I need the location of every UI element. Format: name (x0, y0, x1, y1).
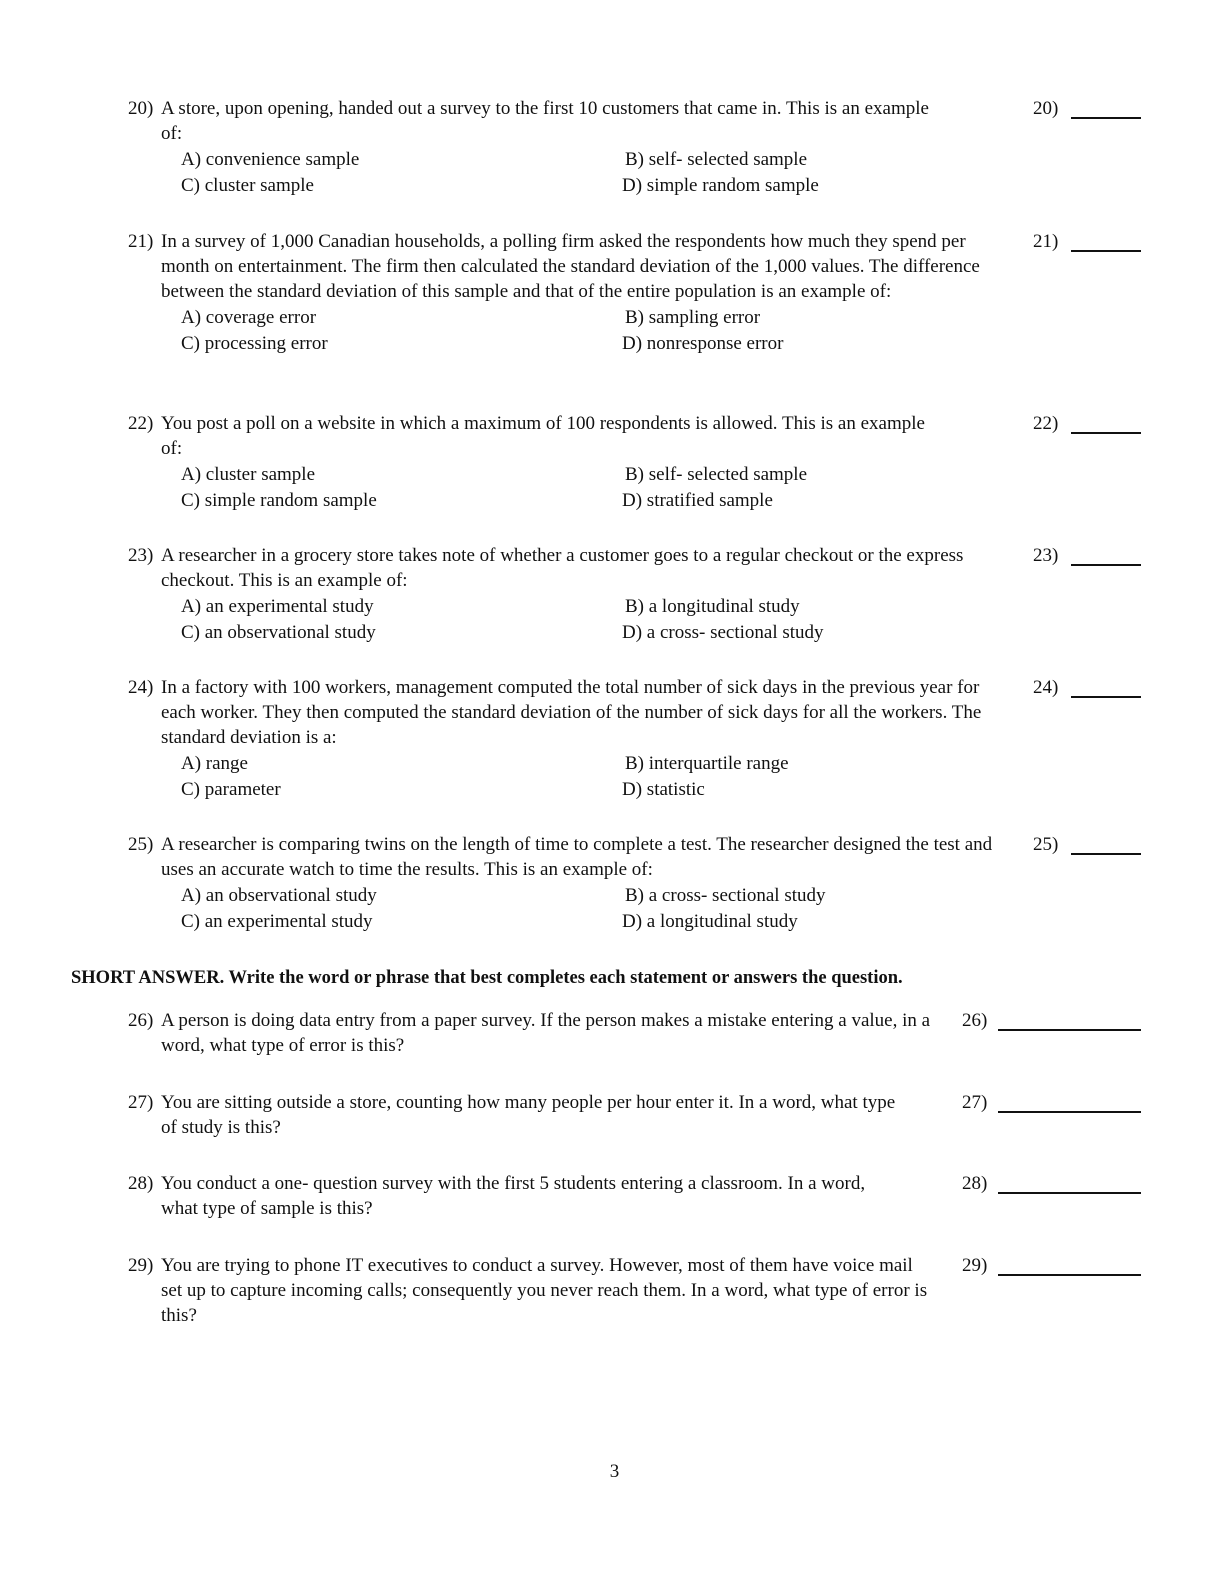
answer-blank-28[interactable] (962, 1171, 987, 1196)
option-c[interactable]: C) cluster sample (181, 175, 314, 196)
question-text: A researcher is comparing twins on the length of time to complete a test. The researcher designed the test and uses an accurate watch to time the results. This is an example of: (161, 834, 993, 880)
answer-options (128, 305, 1028, 357)
option-c[interactable]: C) simple random sample (181, 490, 377, 511)
question-number: 23) (128, 545, 154, 566)
blank-label: 28) (962, 1173, 988, 1194)
answer-line[interactable] (998, 1029, 1141, 1031)
option-d[interactable]: D) simple random sample (622, 175, 819, 196)
question-text: You conduct a one- question survey with the first 5 students entering a classroom. In a word, what type of sample is this? (161, 1173, 866, 1219)
question-number: 28) (128, 1173, 154, 1194)
answer-blank-21[interactable] (1033, 229, 1058, 254)
question-text: You are trying to phone IT executives to conduct a survey. However, most of them have voice mail set up to capture incoming calls; consequently you never reach them. In a word, what type of error is this? (161, 1255, 928, 1326)
blank-label: 22) (1033, 413, 1059, 434)
answer-blank-20[interactable] (1033, 96, 1058, 121)
question-number: 22) (128, 413, 154, 434)
question-25 (128, 832, 1028, 935)
question-text: A person is doing data entry from a paper survey. If the person makes a mistake entering a value, in a word, what type of error is this? (161, 1010, 931, 1056)
option-a[interactable]: A) cluster sample (181, 464, 316, 485)
answer-line[interactable] (1071, 853, 1141, 855)
answer-blank-27[interactable] (962, 1090, 987, 1115)
question-28 (128, 1171, 928, 1221)
option-c[interactable]: C) parameter (181, 779, 281, 800)
option-b[interactable]: B) interquartile range (625, 753, 789, 774)
answer-options (128, 883, 1028, 935)
answer-line[interactable] (1071, 696, 1141, 698)
question-text: In a factory with 100 workers, management computed the total number of sick days in the previous year for each worker. They then computed the standard deviation of the number of sick days for all the workers. The standard deviation is a: (161, 677, 982, 748)
option-b[interactable]: B) a cross- sectional study (625, 885, 826, 906)
option-a[interactable]: A) convenience sample (181, 149, 360, 170)
answer-line[interactable] (1071, 250, 1141, 252)
question-29 (128, 1253, 928, 1328)
option-c[interactable]: C) an experimental study (181, 911, 373, 932)
question-number: 24) (128, 677, 154, 698)
option-a[interactable]: A) an experimental study (181, 596, 374, 617)
answer-line[interactable] (1071, 564, 1141, 566)
blank-label: 21) (1033, 231, 1059, 252)
option-a[interactable]: A) range (181, 753, 248, 774)
answer-options (128, 147, 1028, 199)
section-heading: SHORT ANSWER. Write the word or phrase that best completes each statement or answers the question. (71, 968, 903, 988)
answer-options (128, 751, 1028, 803)
blank-label: 27) (962, 1092, 988, 1113)
question-text: You post a poll on a website in which a maximum of 100 respondents is allowed. This is an example of: (161, 413, 925, 459)
option-d[interactable]: D) a cross- sectional study (622, 622, 824, 643)
blank-label: 23) (1033, 545, 1059, 566)
answer-blank-25[interactable] (1033, 832, 1058, 857)
question-26 (128, 1008, 931, 1058)
answer-line[interactable] (998, 1274, 1141, 1276)
blank-label: 26) (962, 1010, 988, 1031)
question-20 (128, 96, 1028, 199)
option-c[interactable]: C) processing error (181, 333, 328, 354)
question-text: A store, upon opening, handed out a survey to the first 10 customers that came in. This is an example of: (161, 98, 929, 144)
answer-blank-23[interactable] (1033, 543, 1058, 568)
blank-label: 24) (1033, 677, 1059, 698)
question-text: You are sitting outside a store, counting how many people per hour enter it. In a word, what type of study is this? (161, 1092, 896, 1138)
option-d[interactable]: D) stratified sample (622, 490, 773, 511)
question-number: 20) (128, 98, 154, 119)
option-b[interactable]: B) self- selected sample (625, 464, 808, 485)
option-a[interactable]: A) an observational study (181, 885, 377, 906)
question-number: 27) (128, 1092, 154, 1113)
question-24 (128, 675, 1028, 803)
answer-options (128, 462, 1028, 514)
option-b[interactable]: B) a longitudinal study (625, 596, 800, 617)
answer-line[interactable] (998, 1192, 1141, 1194)
answer-blank-22[interactable] (1033, 411, 1058, 436)
answer-blank-29[interactable] (962, 1253, 987, 1278)
option-b[interactable]: B) sampling error (625, 307, 761, 328)
option-c[interactable]: C) an observational study (181, 622, 376, 643)
blank-label: 25) (1033, 834, 1059, 855)
option-d[interactable]: D) statistic (622, 779, 705, 800)
question-number: 25) (128, 834, 154, 855)
question-27 (128, 1090, 928, 1140)
page-number: 3 (609, 1461, 620, 1482)
answer-line[interactable] (998, 1111, 1141, 1113)
answer-line[interactable] (1071, 117, 1141, 119)
question-23 (128, 543, 1028, 646)
option-b[interactable]: B) self- selected sample (625, 149, 808, 170)
question-21 (128, 229, 1028, 357)
blank-label: 29) (962, 1255, 988, 1276)
question-number: 26) (128, 1010, 154, 1031)
option-a[interactable]: A) coverage error (181, 307, 317, 328)
question-text: In a survey of 1,000 Canadian households, a polling firm asked the respondents how much they spend per month on entertainment. The firm then calculated the standard deviation of the 1,000 values. The difference between the standard deviation of this sample and that of the entire population is an example of: (161, 231, 980, 302)
question-number: 29) (128, 1255, 154, 1276)
question-number: 21) (128, 231, 154, 252)
option-d[interactable]: D) a longitudinal study (622, 911, 798, 932)
blank-label: 20) (1033, 98, 1059, 119)
answer-blank-26[interactable] (962, 1008, 987, 1033)
answer-line[interactable] (1071, 432, 1141, 434)
answer-options (128, 594, 1028, 646)
answer-blank-24[interactable] (1033, 675, 1058, 700)
question-22 (128, 411, 1028, 514)
option-d[interactable]: D) nonresponse error (622, 333, 784, 354)
question-text: A researcher in a grocery store takes note of whether a customer goes to a regular checkout or the express checkout. This is an example of: (161, 545, 964, 591)
